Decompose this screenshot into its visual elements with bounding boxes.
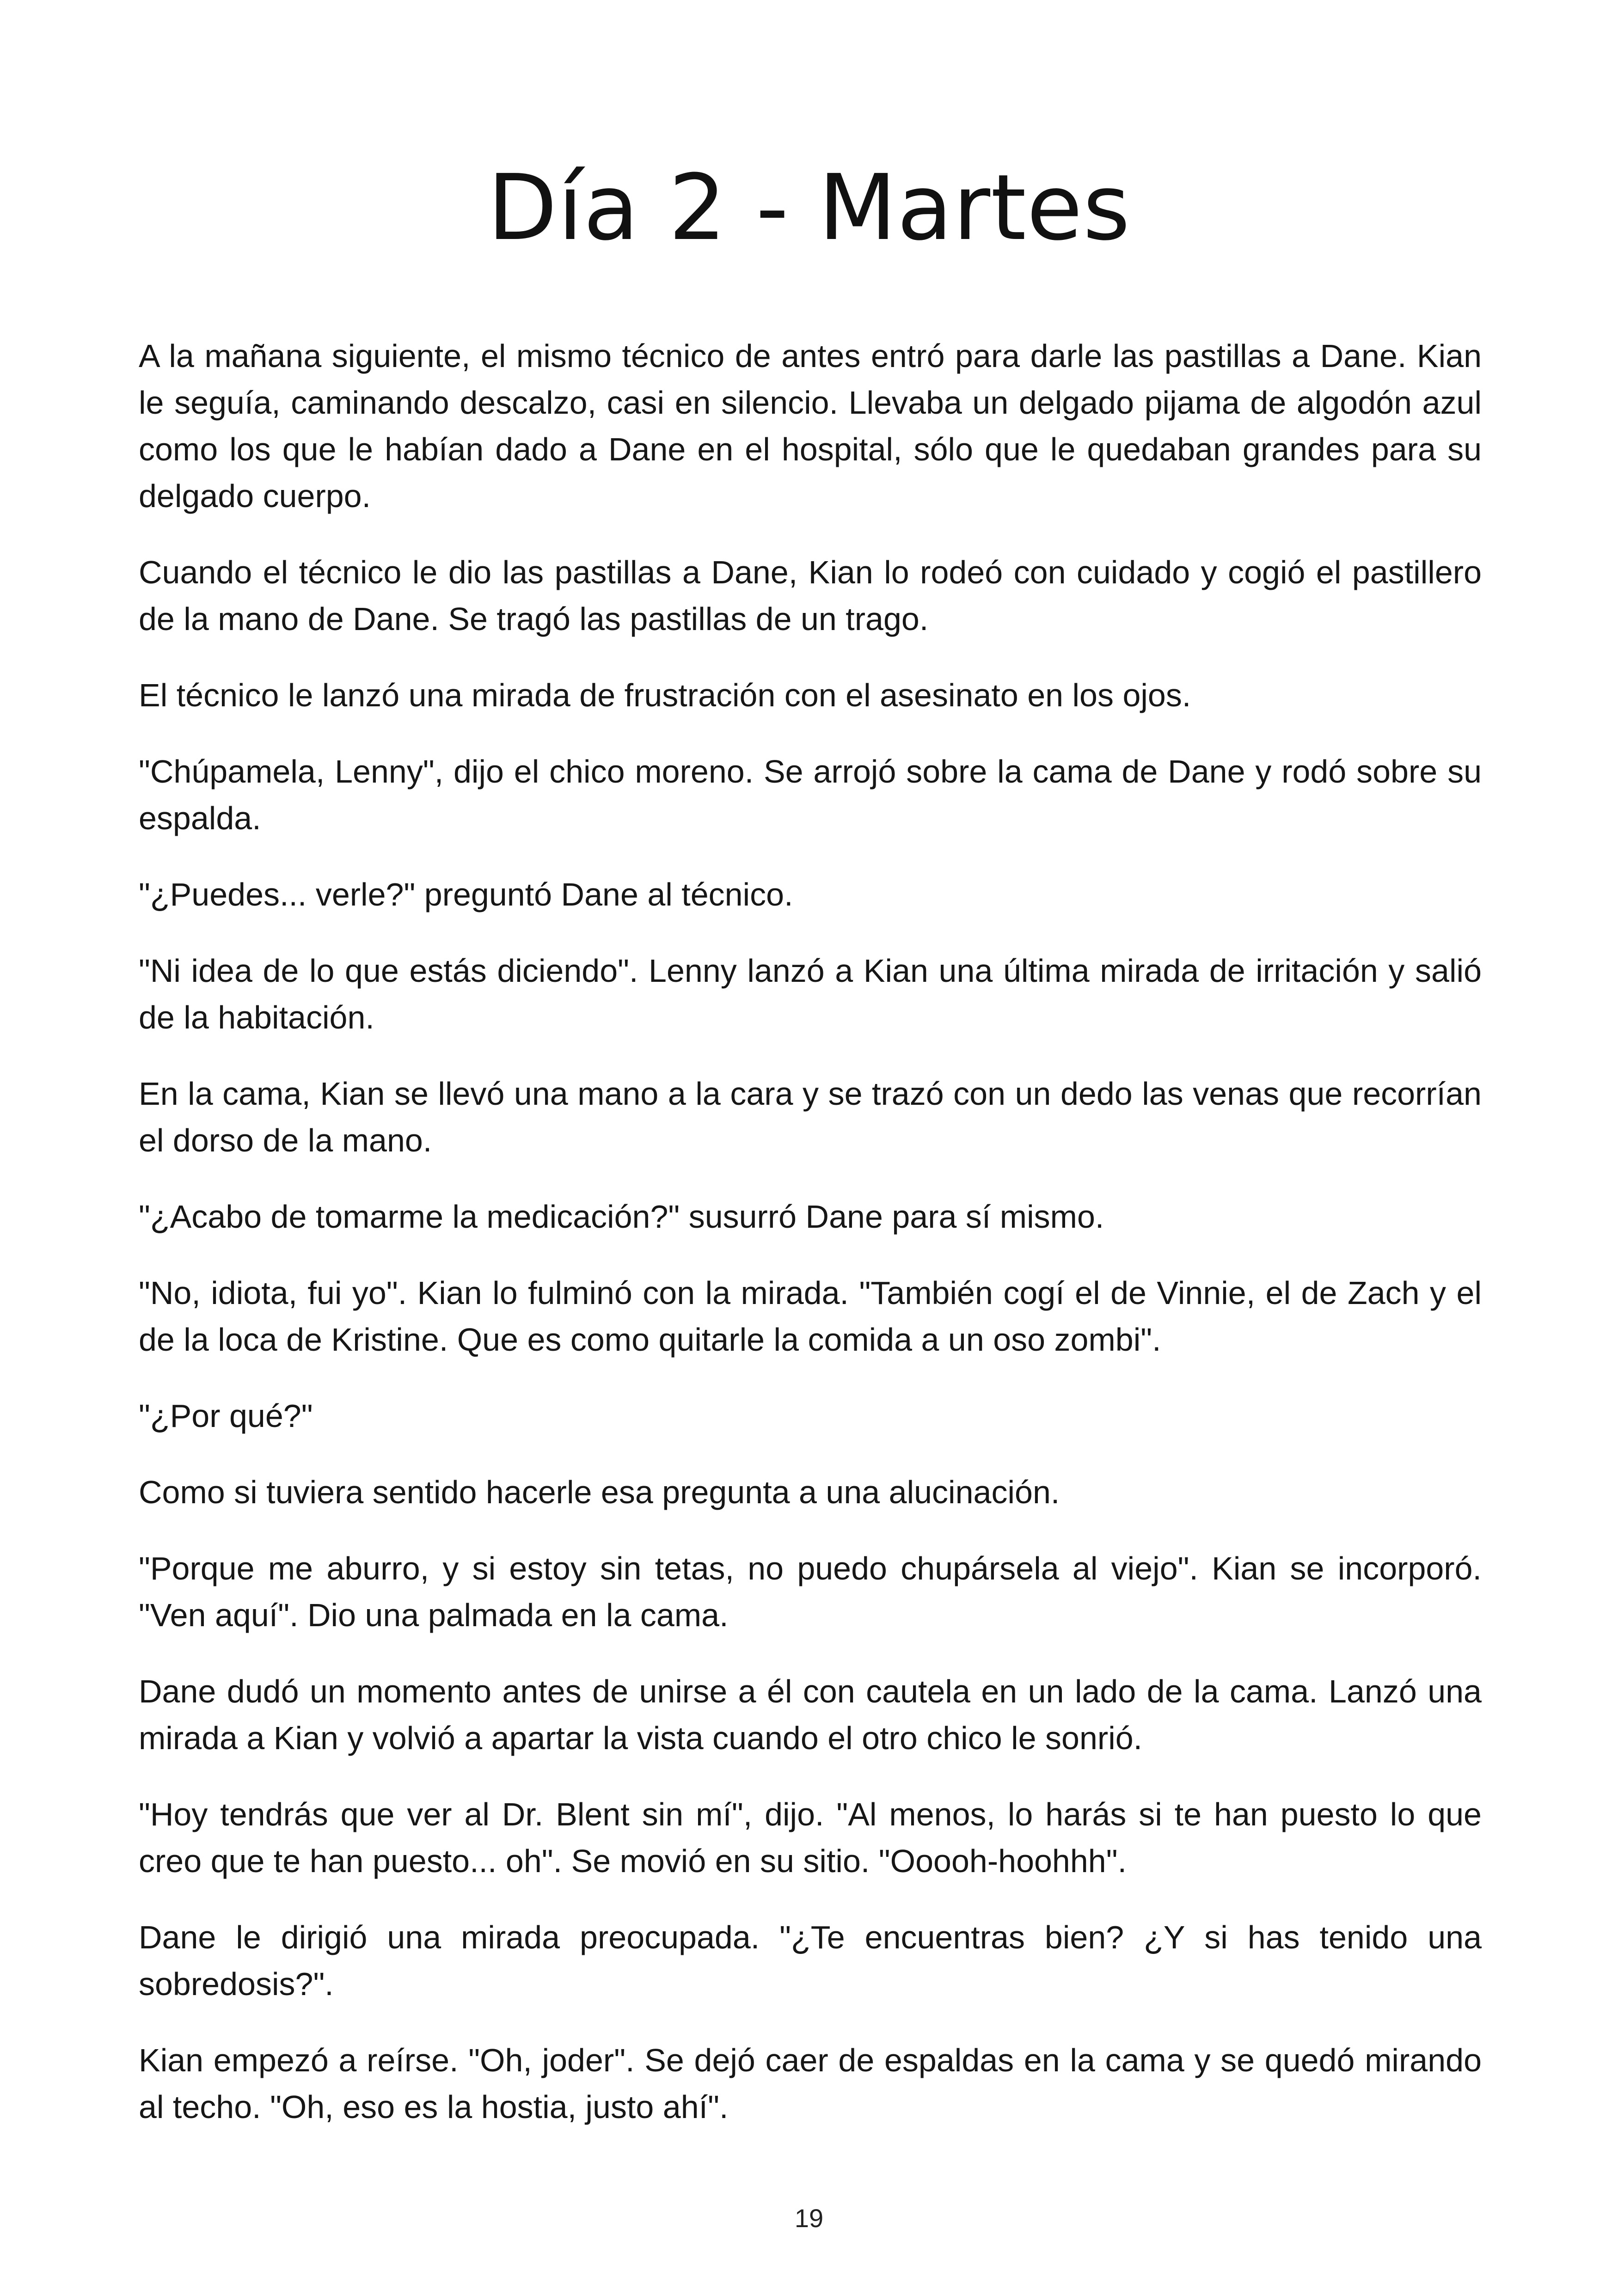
page-number: 19 — [794, 2204, 824, 2233]
paragraph: "No, idiota, fui yo". Kian lo fulminó con la mirada. "También cogí el de Vinnie, el de Zach y el de la loca de Kristine. Que es como quitarle la comida a un oso zombi". — [139, 1275, 1482, 1358]
paragraph: "Chúpamela, Lenny", dijo el chico moreno. Se arrojó sobre la cama de Dane y rodó sobre su espalda. — [139, 753, 1482, 836]
chapter-body — [139, 333, 1482, 2160]
paragraph: "¿Por qué?" — [139, 1398, 313, 1434]
paragraph: Dane dudó un momento antes de unirse a él con cautela en un lado de la cama. Lanzó una mirada a Kian y volvió a apartar la vista cuando el otro chico le sonrió. — [139, 1673, 1482, 1756]
paragraph: Dane le dirigió una mirada preocupada. "¿Te encuentras bien? ¿Y si has tenido una sobredosis?". — [139, 1919, 1482, 2002]
paragraph: Cuando el técnico le dio las pastillas a Dane, Kian lo rodeó con cuidado y cogió el pastillero de la mano de Dane. Se tragó las pastillas de un trago. — [139, 554, 1482, 637]
paragraph: Como si tuviera sentido hacerle esa pregunta a una alucinación. — [139, 1474, 1060, 1510]
chapter-title: Día 2 - Martes — [487, 155, 1131, 261]
paragraph: Kian empezó a reírse. "Oh, joder". Se dejó caer de espaldas en la cama y se quedó mirando al techo. "Oh, eso es la hostia, justo ahí". — [139, 2042, 1482, 2125]
paragraph: El técnico le lanzó una mirada de frustración con el asesinato en los ojos. — [139, 677, 1191, 713]
paragraph: "¿Acabo de tomarme la medicación?" susurró Dane para sí mismo. — [139, 1199, 1104, 1235]
paragraph: En la cama, Kian se llevó una mano a la cara y se trazó con un dedo las venas que recorrían el dorso de la mano. — [139, 1076, 1482, 1158]
paragraph: "Hoy tendrás que ver al Dr. Blent sin mí", dijo. "Al menos, lo harás si te han puesto lo que creo que te han puesto... oh". Se movió en su sitio. "Ooooh-hoohhh". — [139, 1796, 1482, 1879]
paragraph: "Porque me aburro, y si estoy sin tetas, no puedo chupársela al viejo". Kian se incorporó. "Ven aquí". Dio una palmada en la cama. — [139, 1550, 1482, 1633]
paragraph: A la mañana siguiente, el mismo técnico de antes entró para darle las pastillas a Dane. Kian le seguía, caminando descalzo, casi en silencio. Llevaba un delgado pijama de algodón azul como los que le habían dado a Dane en el hospital, sólo que le quedaban grandes para su delgado cuerpo. — [139, 338, 1482, 514]
paragraph: "¿Puedes... verle?" preguntó Dane al técnico. — [139, 876, 793, 912]
paragraph: "Ni idea de lo que estás diciendo". Lenny lanzó a Kian una última mirada de irritación y salió de la habitación. — [139, 953, 1482, 1035]
